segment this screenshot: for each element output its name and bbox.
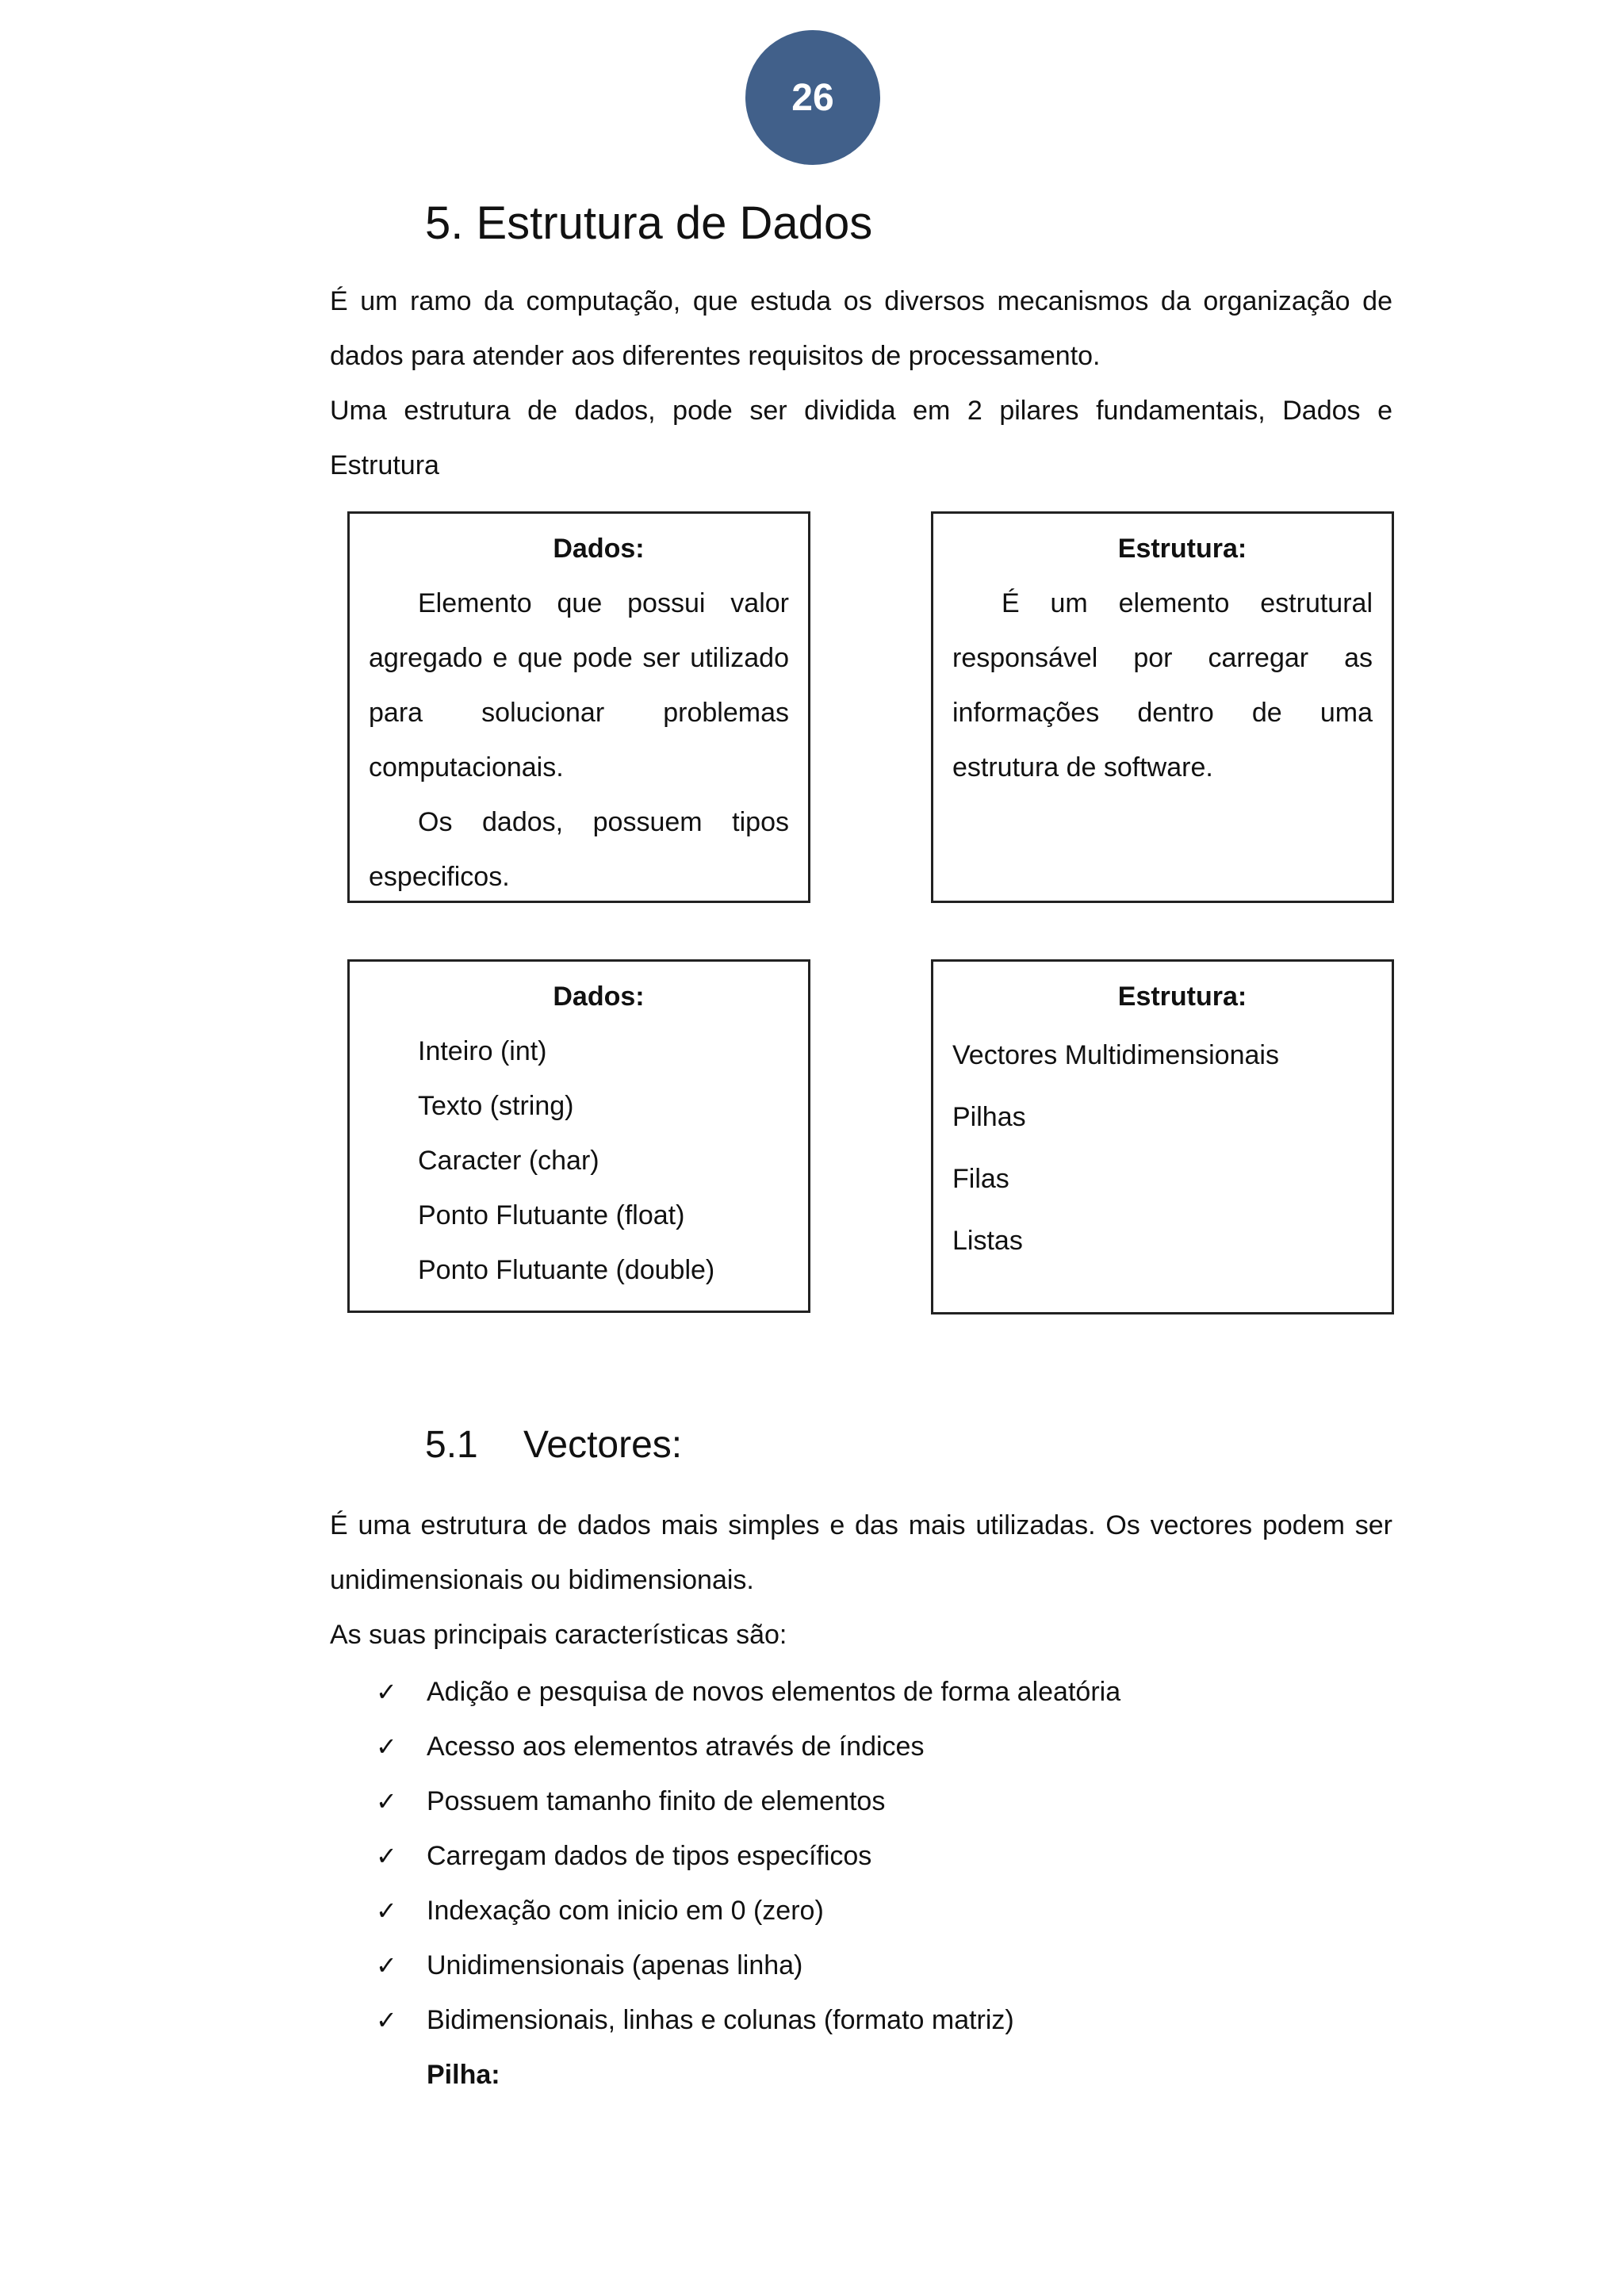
- pillars-text: Uma estrutura de dados, pode ser dividida em 2 pilares fundamentais, Dados e Estrutura: [330, 396, 1392, 480]
- list-item: ✓ Adição e pesquisa de novos elementos de forma aleatória: [376, 1665, 1120, 1720]
- check-icon: ✓: [376, 1732, 397, 1762]
- section-intro: É um ramo da computação, que estuda os diversos mecanismos da organização de dados para atender aos diferentes requisitos de processamento.: [330, 286, 1392, 371]
- box-paragraph: Elemento que possui valor agregado e que pode ser utilizado para solucionar problemas computacionais.: [369, 588, 789, 783]
- list-item: Inteiro (int): [418, 1036, 547, 1066]
- list-item: Pilhas: [952, 1102, 1026, 1132]
- list-item: Filas: [952, 1164, 1009, 1194]
- list-item: Ponto Flutuante (double): [418, 1255, 715, 1285]
- box-title: Dados:: [553, 534, 645, 564]
- check-icon: ✓: [376, 1896, 397, 1926]
- page-number: 26: [791, 76, 834, 119]
- estrutura-definition-box: [931, 511, 1394, 903]
- list-item: Vectores Multidimensionais: [952, 1040, 1279, 1070]
- subsection-title: Vectores:: [523, 1424, 683, 1466]
- next-heading: Pilha:: [427, 2060, 500, 2090]
- list-item: Listas: [952, 1226, 1023, 1256]
- list-item: Texto (string): [418, 1091, 574, 1121]
- section-heading: 5. Estrutura de Dados: [425, 197, 873, 249]
- subsection-heading: [425, 1418, 682, 1473]
- list-item: ✓ Bidimensionais, linhas e colunas (formato matriz): [376, 1993, 1120, 2048]
- check-icon: ✓: [376, 1841, 397, 1871]
- list-item: ✓ Unidimensionais (apenas linha): [376, 1938, 1120, 1993]
- features-label: As suas principais características são:: [330, 1620, 787, 1650]
- box-paragraph: É um elemento estrutural responsável por carregar as informações dentro de uma estrutura de software.: [952, 588, 1373, 783]
- box-title: Dados:: [553, 982, 645, 1012]
- features-list: [376, 1665, 1120, 2048]
- list-item: ✓ Carregam dados de tipos específicos: [376, 1829, 1120, 1884]
- list-item: ✓ Possuem tamanho finito de elementos: [376, 1774, 1120, 1829]
- estrutura-types-box: [931, 959, 1394, 1314]
- check-icon: ✓: [376, 1950, 397, 1980]
- page-number-badge: [745, 30, 880, 165]
- check-icon: ✓: [376, 2005, 397, 2035]
- box-title: Estrutura:: [1117, 534, 1247, 564]
- box-title: Estrutura:: [1117, 982, 1247, 1012]
- subsection-intro: É uma estrutura de dados mais simples e das mais utilizadas. Os vectores podem ser unidimensionais ou bidimensionais.: [330, 1510, 1392, 1595]
- list-item: Caracter (char): [418, 1146, 599, 1176]
- subsection-number: 5.1: [425, 1424, 478, 1466]
- box-paragraph: Os dados, possuem tipos especificos.: [369, 807, 789, 892]
- list-item: ✓ Acesso aos elementos através de índices: [376, 1720, 1120, 1774]
- dados-types-box: [347, 959, 810, 1313]
- list-item: ✓ Indexação com inicio em 0 (zero): [376, 1884, 1120, 1938]
- check-icon: ✓: [376, 1677, 397, 1707]
- dados-definition-box: [347, 511, 810, 903]
- list-item: Ponto Flutuante (float): [418, 1200, 685, 1230]
- check-icon: ✓: [376, 1786, 397, 1816]
